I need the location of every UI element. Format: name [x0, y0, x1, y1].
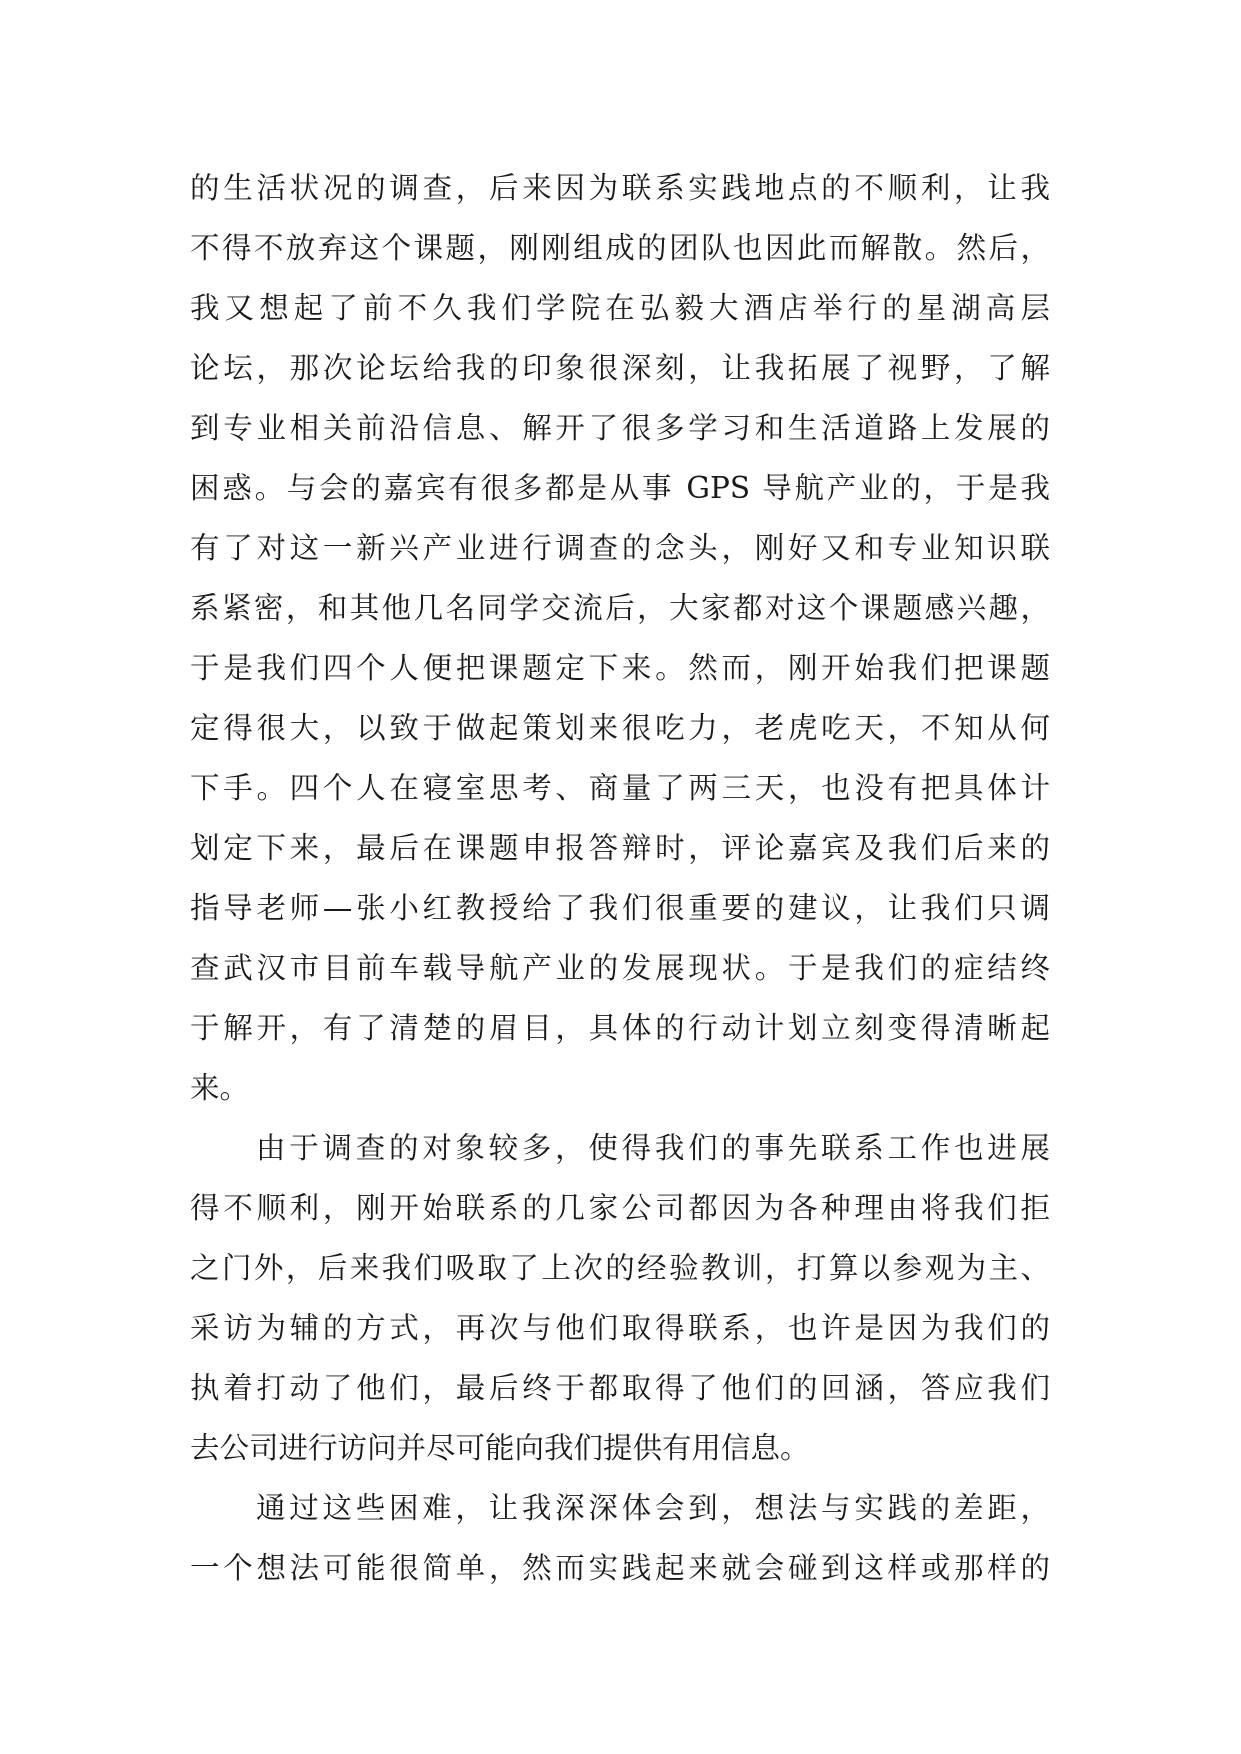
text-line: 下手。四个人在寝室思考、商量了两三天，也没有把具体计: [190, 771, 1050, 805]
text-line: 我又想起了前不久我们学院在弘毅大酒店举行的星湖高层: [190, 291, 1050, 325]
text-line: 由于调查的对象较多，使得我们的事先联系工作也进展: [256, 1131, 1050, 1165]
text-line: 得不顺利，刚开始联系的几家公司都因为各种理由将我们拒: [190, 1191, 1050, 1225]
text-line: 一个想法可能很简单，然而实践起来就会碰到这样或那样的: [190, 1551, 1050, 1585]
text-line: 有了对这一新兴产业进行调查的念头，刚好又和专业知识联: [190, 531, 1050, 565]
text-line: 之门外，后来我们吸取了上次的经验教训，打算以参观为主、: [190, 1251, 1050, 1285]
text-line: 查武汉市目前车载导航产业的发展现状。于是我们的症结终: [190, 951, 1050, 985]
text-line: 执着打动了他们，最后终于都取得了他们的回涵，答应我们: [190, 1371, 1050, 1405]
text-line: 的生活状况的调查，后来因为联系实践地点的不顺利，让我: [190, 171, 1050, 205]
text-line: 困惑。与会的嘉宾有很多都是从事 GPS 导航产业的，于是我: [190, 471, 1050, 505]
text-line: 到专业相关前沿信息、解开了很多学习和生活道路上发展的: [190, 411, 1050, 445]
text-line: 定得很大，以致于做起策划来很吃力，老虎吃天，不知从何: [190, 711, 1050, 745]
text-line: 通过这些困难，让我深深体会到，想法与实践的差距，: [256, 1491, 1050, 1525]
paragraph-1: [190, 158, 1050, 1118]
text-line: 采访为辅的方式，再次与他们取得联系，也许是因为我们的: [190, 1311, 1050, 1345]
text-line: 于解开，有了清楚的眉目，具体的行动计划立刻变得清晰起: [190, 1011, 1050, 1045]
text-line: 来。: [190, 1071, 250, 1105]
text-line: 系紧密，和其他几名同学交流后，大家都对这个课题感兴趣，: [190, 591, 1050, 625]
text-line: 于是我们四个人便把课题定下来。然而，刚开始我们把课题: [190, 651, 1050, 685]
paragraph-2: [190, 1118, 1050, 1478]
text-line: 不得不放弃这个课题，刚刚组成的团队也因此而解散。然后，: [190, 231, 1050, 265]
text-line: 论坛，那次论坛给我的印象很深刻，让我拓展了视野，了解: [190, 351, 1050, 385]
text-line: 指导老师—张小红教授给了我们很重要的建议，让我们只调: [190, 891, 1050, 925]
paragraph-3: [190, 1478, 1050, 1598]
text-line: 去公司进行访问并尽可能向我们提供有用信息。: [190, 1431, 810, 1465]
body-text: [190, 158, 1050, 1598]
text-line: 划定下来，最后在课题申报答辩时，评论嘉宾及我们后来的: [190, 831, 1050, 865]
